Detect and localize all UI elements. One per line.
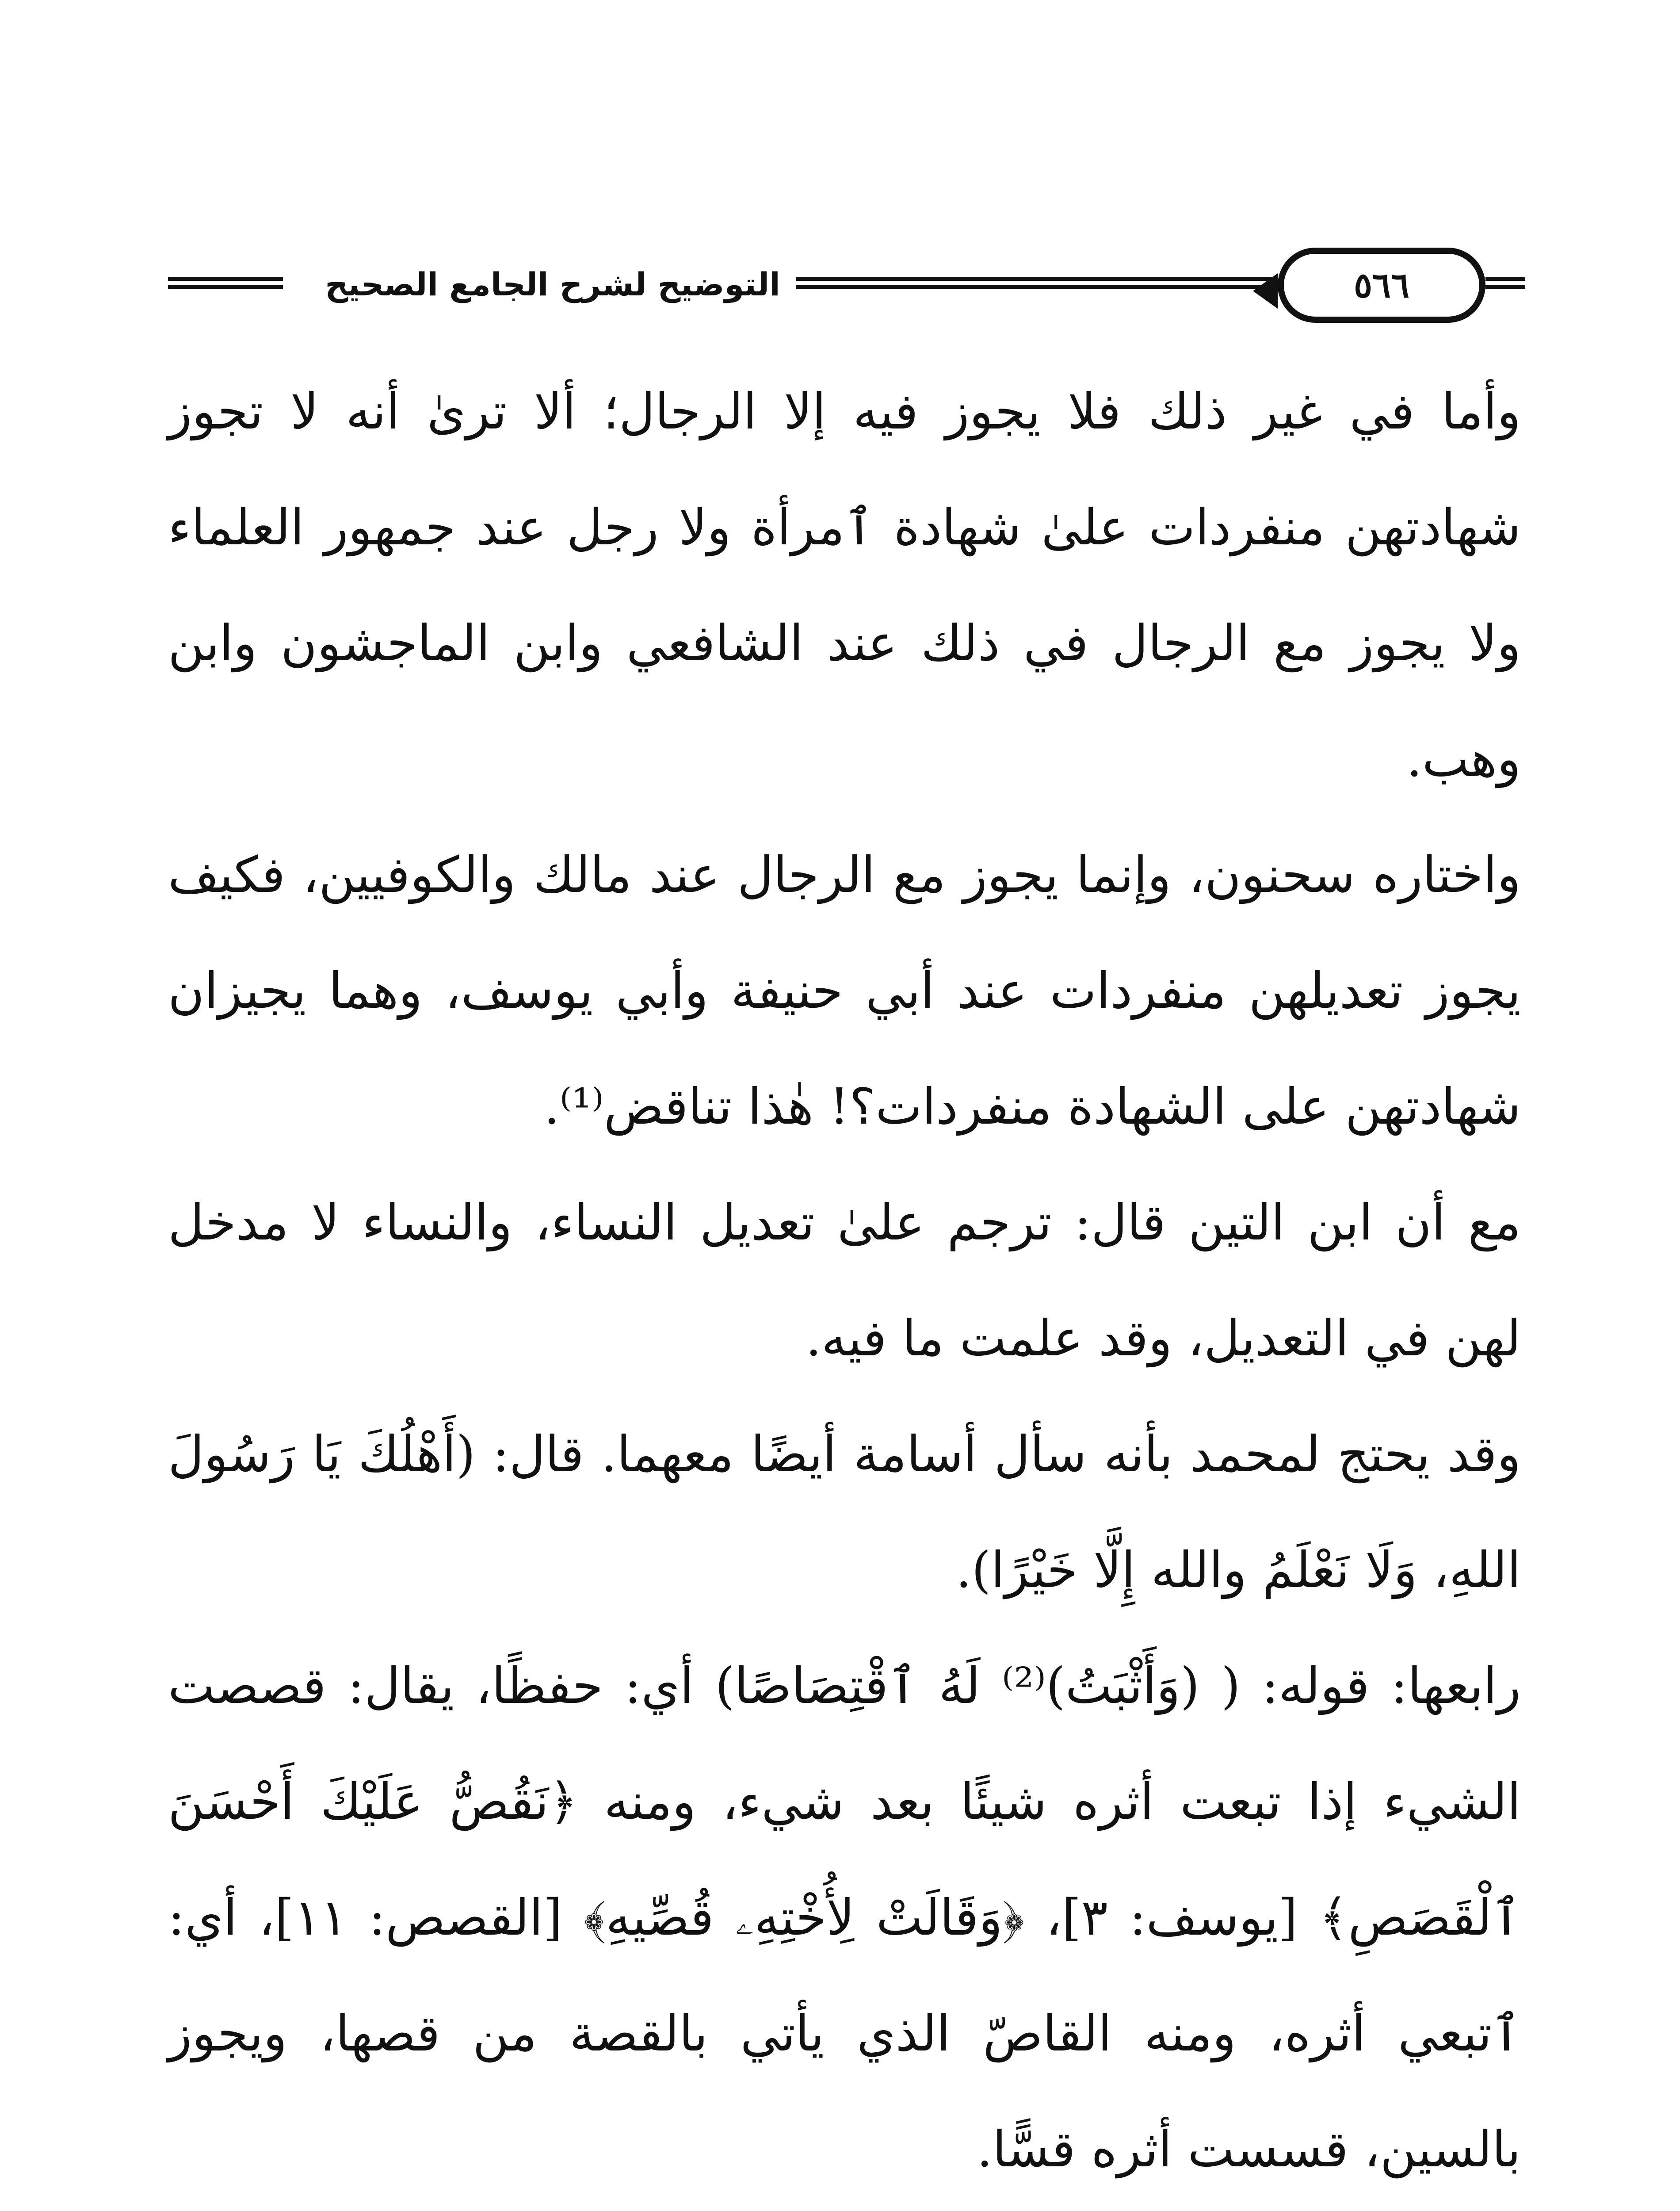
- page-header: [168, 248, 1525, 323]
- running-title: التوضيح لشرح الجامع الصحيح: [325, 266, 780, 303]
- paragraph: وأما في غير ذلك فلا يجوز فيه إلا الرجال؛ ألا ترىٰ أنه لا تجوز شهادتهن منفردات علىٰ شهادة ٱمرأة ولا رجل عند جمهور العلماء ولا يجوز مع الرجال في ذلك عند الشافعي وابن الماجشون وابن وهب.: [168, 383, 1521, 788]
- paragraph: مع أن ابن التين قال: ترجم علىٰ تعديل النساء، والنساء لا مدخل لهن في التعديل، وقد علمت ما فيه.: [168, 1194, 1521, 1367]
- paragraph: رابعها: قوله: ( (وَأَثْبَتُ)⁽²⁾ لَهُ ٱقْتِصَاصًا) أي: حفظًا، يقال: قصصت الشيء إذا تبعت أثره شيئًا بعد شيء، ومنه ﴿نَقُصُّ عَلَيْكَ أَحْسَنَ ٱلْقَصَصِ﴾ [يوسف: ٣]، ﴿وَقَالَتْ لِأُخْتِهِۦ قُصِّيهِ﴾ [القصص: ١١]، أي: ٱتبعي أثره، ومنه القاصّ الذي يأتي بالقصة من قصها، ويجوز بالسين، قسست أثره قسًّا.: [168, 1657, 1521, 2178]
- header-rule-middle: [796, 277, 1278, 289]
- paragraph: وقد يحتج لمحمد بأنه سأل أسامة أيضًا معهما. قال: (أَهْلُكَ يَا رَسُولَ اللهِ، وَلَا نَعْلَمُ والله إِلَّا خَيْرًا).: [168, 1426, 1521, 1599]
- paragraph: واختاره سحنون، وإنما يجوز مع الرجال عند مالك والكوفيين، فكيف يجوز تعديلهن منفردات عند أبي حنيفة وأبي يوسف، وهما يجيزان شهادتهن على الشهادة منفردات؟! هٰذا تناقض⁽¹⁾.: [168, 846, 1521, 1136]
- header-rule-left: [168, 277, 283, 289]
- paragraph: [168, 2207, 1521, 2211]
- page-number-frame: [1278, 248, 1485, 323]
- page-number: ٥٦٦: [1354, 265, 1409, 306]
- header-rule-right: [1485, 277, 1525, 289]
- body-text: [168, 354, 1521, 2211]
